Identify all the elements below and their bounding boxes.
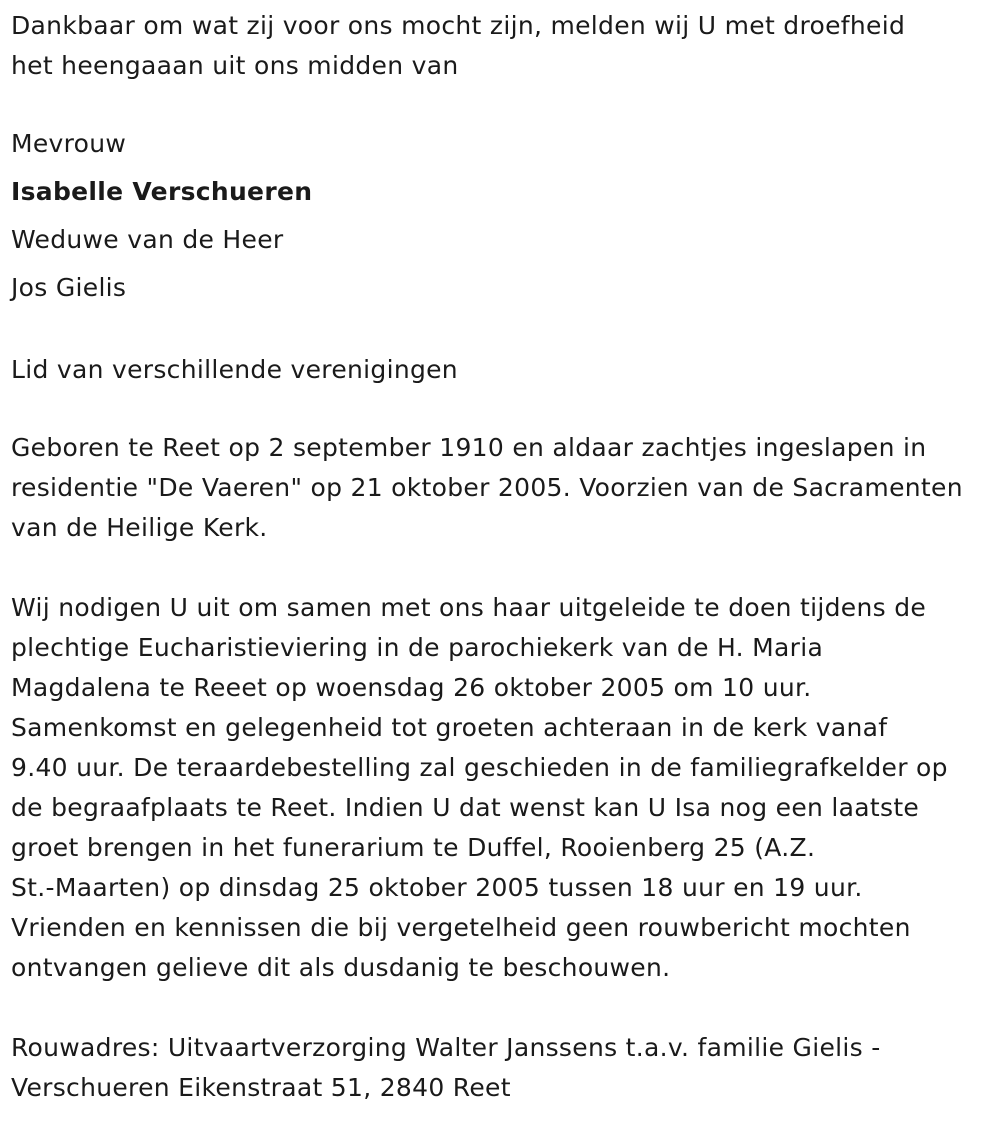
ceremony-line: Magdalena te Reeet op woensdag 26 oktober 2005 om 10 uur.: [11, 673, 812, 702]
address-line: Verschueren Eikenstraat 51, 2840 Reet: [11, 1073, 511, 1102]
ceremony-line: plechtige Eucharistieviering in de parochiekerk van de H. Maria: [11, 633, 824, 662]
birth-death-paragraph: [11, 428, 996, 548]
ceremony-line: St.-Maarten) op dinsdag 25 oktober 2005 tussen 18 uur en 19 uur.: [11, 873, 863, 902]
deceased-relation: Weduwe van de Heer: [11, 225, 284, 254]
ceremony-paragraph: [11, 588, 996, 988]
deceased-name: Isabelle Verschueren: [11, 177, 313, 206]
ceremony-line: ontvangen gelieve dit als dusdanig te beschouwen.: [11, 953, 671, 982]
spacer: [11, 548, 1000, 588]
deceased-spouse: Jos Gielis: [11, 273, 127, 302]
birth-death-line: residentie "De Vaeren" op 21 oktober 2005. Voorzien van de Sacramenten: [11, 473, 963, 502]
spacer: [11, 988, 1000, 1028]
ceremony-line: de begraafplaats te Reet. Indien U dat wenst kan U Isa nog een laatste: [11, 793, 920, 822]
birth-death-line: van de Heilige Kerk.: [11, 513, 268, 542]
intro-paragraph: [11, 6, 996, 86]
intro-line: Dankbaar om wat zij voor ons mocht zijn, melden wij U met droefheid: [11, 11, 906, 40]
address-line: Rouwadres: Uitvaartverzorging Walter Janssens t.a.v. familie Gielis -: [11, 1033, 881, 1062]
intro-line: het heengaaan uit ons midden van: [11, 51, 459, 80]
spacer: [11, 86, 1000, 120]
spacer: [11, 312, 1000, 346]
ceremony-line: Samenkomst en gelegenheid tot groeten achteraan in de kerk vanaf: [11, 713, 888, 742]
birth-death-line: Geboren te Reet op 2 september 1910 en aldaar zachtjes ingeslapen in: [11, 433, 927, 462]
deceased-title: Mevrouw: [11, 129, 127, 158]
ceremony-line: groet brengen in het funerarium te Duffel, Rooienberg 25 (A.Z.: [11, 833, 816, 862]
membership-line: Lid van verschillende verenigingen: [11, 355, 458, 384]
ceremony-line: 9.40 uur. De teraardebestelling zal geschieden in de familiegrafkelder op: [11, 753, 948, 782]
ceremony-line: Wij nodigen U uit om samen met ons haar uitgeleide te doen tijdens de: [11, 593, 927, 622]
spacer: [11, 394, 1000, 428]
address-paragraph: [11, 1028, 996, 1108]
ceremony-line: Vrienden en kennissen die bij vergetelheid geen rouwbericht mochten: [11, 913, 911, 942]
